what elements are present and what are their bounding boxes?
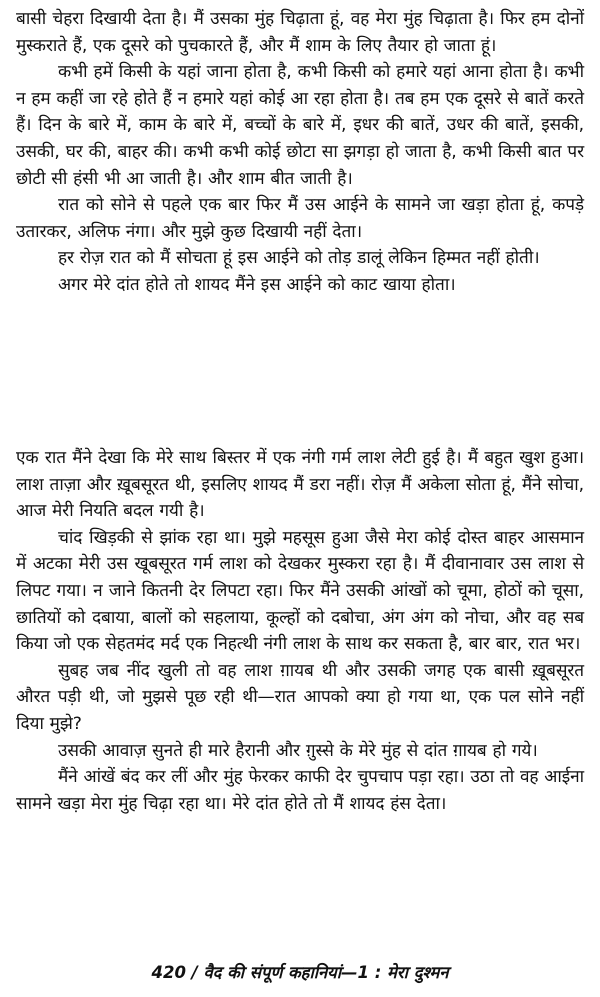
paragraph: हर रोज़ रात को मैं सोचता हूं इस आईने को तोड़ डालूं लेकिन हिम्मत नहीं होती। [58,248,540,269]
paragraph: बासी चेहरा दिखायी देता है। मैं उसका मुंह चिढ़ाता हूं, वह मेरा मुंह चिढ़ाता है। फिर हम दोनों मुस्कराते हैं, एक दूसरे को पुचकारते हैं, और मैं शाम के लिए तैयार हो जाता हूं। [16,9,584,56]
paragraph: कभी हमें किसी के यहां जाना होता है, कभी किसी को हमारे यहां आना होता है। कभी न हम कहीं जा रहे होते हैं न हमारे यहां कोई आ रहा होता है। तब हम एक दूसरे से बातें करते हैं। दिन के बारे में, काम के बारे में, बच्चों के बारे में, इधर की बातें, उधर की बातें, इसकी, उसकी, घर की, बाहर की। कभी कभी कोई छोटा सा झगड़ा हो जाता है, कभी किसी बात पर छोटी सी हंसी भी आ जाती है। और शाम बीत जाती है। [16,62,584,189]
paragraph: एक रात मैंने देखा कि मेरे साथ बिस्तर में एक नंगी गर्म लाश लेटी हुई है। मैं बहुत खुश हुआ। लाश ताज़ा और ख़ूबसूरत थी, इसलिए शायद मैं डरा नहीं। रोज़ मैं अकेला सोता हूं, मैंने सोचा, आज मेरी नियति बदल गयी है। [16,448,584,522]
paragraph: मैंने आंखें बंद कर लीं और मुंह फेरकर काफी देर चुपचाप पड़ा रहा। उठा तो वह आईना सामने खड़ा मेरा मुंह चिढ़ा रहा था। मेरे दांत होते तो मैं शायद हंस देता। [16,767,584,814]
paragraph: रात को सोने से पहले एक बार फिर मैं उस आईने के सामने जा खड़ा होता हूं, कपड़े उतारकर, अलिफ नंगा। और मुझे कुछ दिखायी नहीं देता। [16,195,584,242]
page-footer: 420 / वैद की संपूर्ण कहानियां—1 : मेरा दुश्मन [151,963,449,982]
paragraph: चांद खिड़की से झांक रहा था। मुझे महसूस हुआ जैसे मेरा कोई दोस्त बाहर आसमान में अटका मेरी उस खूबसूरत गर्म लाश को देखकर मुस्करा रहा है। मैं दीवानावार उस लाश से लिपट गया। न जाने कितनी देर लिपटा रहा। फिर मैंने उसकी आंखों को चूमा, होठों को चूसा, छातियों को दबाया, बालों को सहलाया, कूल्हों को दबोचा, अंग अंग को नोचा, और वह सब किया जो एक सेहतमंद मर्द एक निहत्थी नंगी लाश के साथ कर सकता है, बार बार, रात भर। [16,527,584,655]
text-section-mirror [16,6,584,299]
paragraph: उसकी आवाज़ सुनते ही मारे हैरानी और ग़ुस्से के मेरे मुंह से दांत ग़ायब हो गये। [58,740,538,761]
text-section-night [16,445,584,817]
paragraph: सुबह जब नींद खुली तो वह लाश ग़ायब थी और उसकी जगह एक बासी ख़ूबसूरत औरत पड़ी थी, जो मुझसे पूछ रही थी—रात आपको क्या हो गया था, एक पल सोने नहीं दिया मुझे? [16,660,584,734]
paragraph: अगर मेरे दांत होते तो शायद मैंने इस आईने को काट खाया होता। [58,274,456,295]
